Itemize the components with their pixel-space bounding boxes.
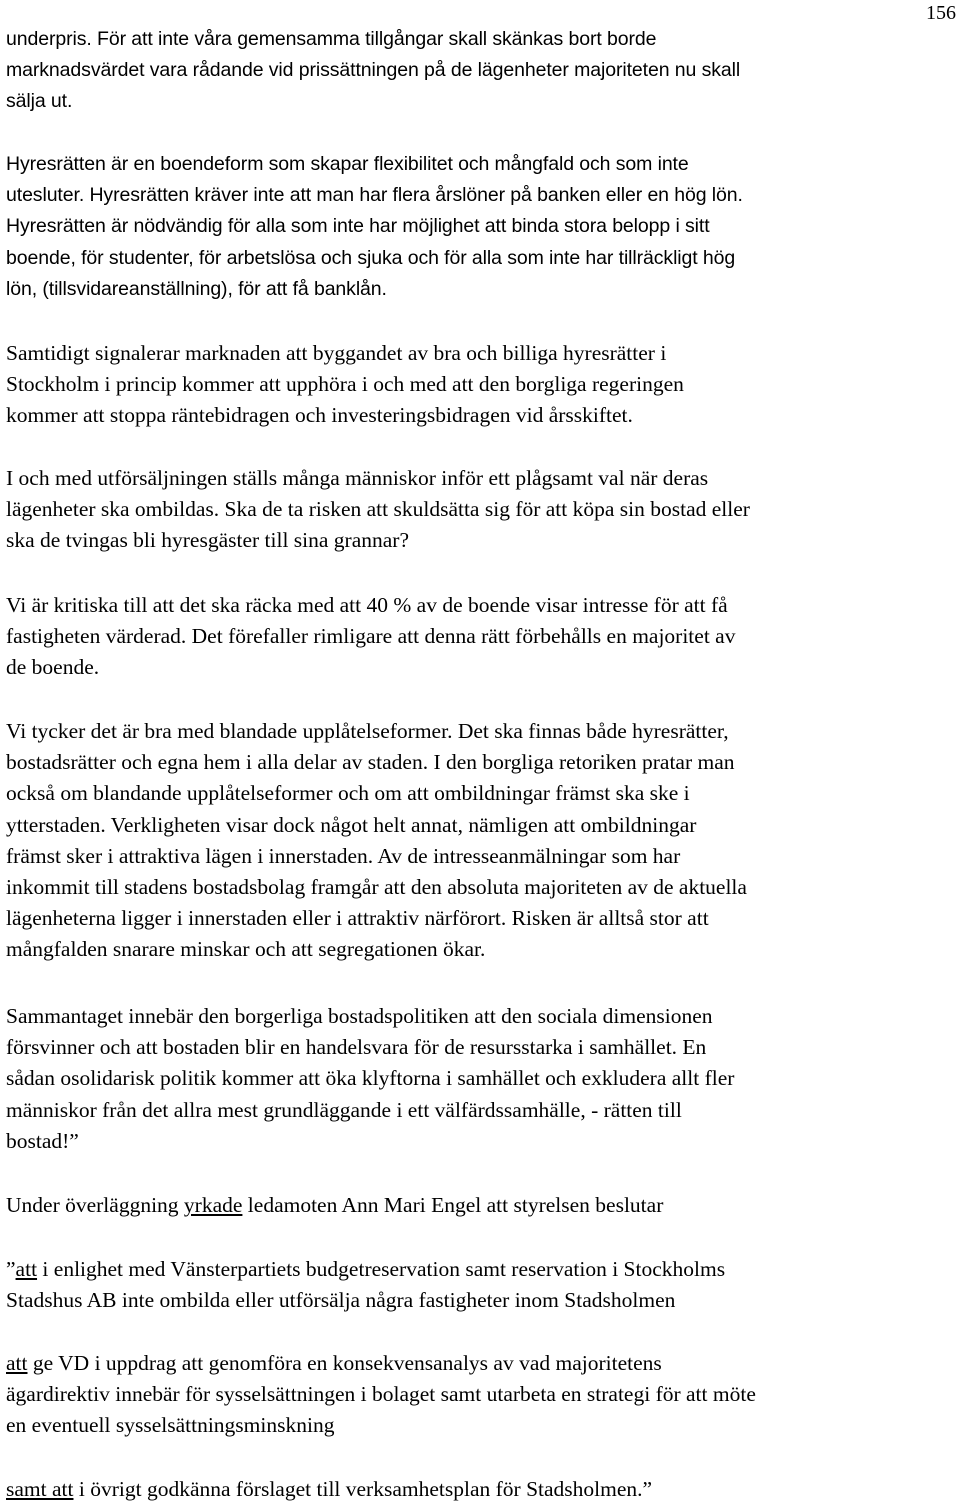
text-line: de boende.: [6, 655, 100, 680]
text-span: i enlighet med Vänsterpartiets budgetreservation samt reservation i Stockholms: [37, 1257, 726, 1281]
text-line: kommer att stoppa räntebidragen och investeringsbidragen vid årsskiftet.: [6, 403, 633, 428]
text-line: Vi är kritiska till att det ska räcka med att 40 % av de boende visar intresse för att få: [6, 593, 728, 617]
paragraph-8: [6, 1190, 663, 1221]
underlined-word: samt att: [6, 1477, 74, 1501]
underlined-word: att: [15, 1257, 38, 1281]
text-span: ledamoten Ann Mari Engel att styrelsen beslutar: [242, 1193, 664, 1217]
text-line: Samtidigt signalerar marknaden att byggandet av bra och billiga hyresrätter i: [6, 341, 667, 365]
text-line: inkommit till stadens bostadsbolag framgår att den absoluta majoriteten av de aktuella: [6, 875, 747, 900]
text-line: Sammantaget innebär den borgerliga bostadspolitiken att den sociala dimensionen: [6, 1004, 713, 1028]
text-line: Hyresrätten är en boendeform som skapar flexibilitet och mångfald och som inte: [6, 153, 689, 175]
underlined-word: yrkade: [183, 1193, 243, 1217]
text-line: lägenheter ska ombildas. Ska de ta risken att skuldsätta sig för att köpa sin bostad eller: [6, 497, 750, 522]
text-line: lön, (tillsvidareanställning), för att få banklån.: [6, 277, 387, 300]
text-span: Under överläggning: [6, 1193, 184, 1217]
paragraph-10: [6, 1348, 756, 1442]
text-line: mångfalden snarare minskar och att segregationen ökar.: [6, 937, 486, 962]
paragraph-5: [6, 590, 735, 684]
text-line: utesluter. Hyresrätten kräver inte att man har flera årslöner på banken eller en hög lön.: [6, 184, 743, 207]
text-line: människor från det allra mest grundläggande i ett välfärdssamhälle, - rätten till: [6, 1097, 682, 1122]
text-line: [6, 1190, 663, 1221]
text-line: ska de tvingas bli hyresgäster till sina grannar?: [6, 528, 410, 553]
paragraph-11: [6, 1474, 652, 1505]
text-line: ägardirektiv innebär för sysselsättningen i bolaget samt utarbeta en strategi för att möte: [6, 1382, 756, 1407]
paragraph-4: [6, 463, 750, 557]
text-line: bostadsrätter och egna hem i alla delar av staden. I den borgliga retoriken pratar man: [6, 750, 735, 775]
text-line: [6, 1348, 756, 1379]
quote-mark: ”: [6, 1257, 16, 1281]
text-span: ge VD i uppdrag att genomföra en konsekvensanalys av vad majoritetens: [27, 1351, 662, 1375]
text-line: bostad!”: [6, 1128, 79, 1153]
text-line: lägenheterna ligger i innerstaden eller i attraktiv närförort. Risken är alltså stor att: [6, 906, 709, 931]
paragraph-2: [6, 149, 743, 305]
text-line: I och med utförsäljningen ställs många människor inför ett plågsamt val när deras: [6, 466, 709, 490]
text-line: främst sker i attraktiva lägen i innerstaden. Av de intresseanmälningar som har: [6, 843, 681, 868]
text-line: försvinner och att bostaden blir en handelsvara för de resursstarka i samhället. En: [6, 1035, 707, 1060]
paragraph-9: [6, 1254, 725, 1316]
text-line: boende, för studenter, för arbetslösa och sjuka och för alla som inte har tillräckligt hög: [6, 246, 736, 269]
text-line: Stockholm i princip kommer att upphöra i och med att den borgliga regeringen: [6, 372, 684, 397]
text-line: ytterstaden. Verkligheten visar dock något helt annat, nämligen att ombildningar: [6, 812, 697, 837]
text-line: [6, 1254, 725, 1285]
paragraph-1: [6, 24, 740, 118]
paragraph-3: [6, 338, 684, 432]
text-line: också om blandande upplåtelseformer och om att ombildningar främst ska ske i: [6, 781, 690, 806]
underlined-word: att: [6, 1351, 28, 1375]
text-line: Hyresrätten är nödvändig för alla som inte har möjlighet att binda stora belopp i sitt: [6, 215, 710, 238]
page-number: 156: [926, 2, 956, 24]
text-line: sälja ut.: [6, 90, 73, 113]
text-line: sådan osolidarisk politik kommer att öka klyftorna i samhället och exkludera allt fler: [6, 1066, 735, 1091]
text-span: i övrigt godkänna förslaget till verksamhetsplan för Stadsholmen.”: [73, 1477, 653, 1501]
text-line: fastigheten värderad. Det förefaller rimligare att denna rätt förbehålls en majoritet av: [6, 624, 736, 649]
text-line: Stadshus AB inte ombilda eller utförsälja några fastigheter inom Stadsholmen: [6, 1288, 676, 1313]
text-line: marknadsvärdet vara rådande vid prissättningen på de lägenheter majoriteten nu skall: [6, 59, 741, 82]
text-line: en eventuell sysselsättningsminskning: [6, 1413, 335, 1438]
text-line: [6, 1474, 652, 1505]
text-line: underpris. För att inte våra gemensamma tillgångar skall skänkas bort borde: [6, 28, 657, 50]
text-line: Vi tycker det är bra med blandade upplåtelseformer. Det ska finnas både hyresrätter,: [6, 719, 729, 743]
paragraph-6: [6, 716, 747, 966]
paragraph-7: [6, 1001, 734, 1157]
